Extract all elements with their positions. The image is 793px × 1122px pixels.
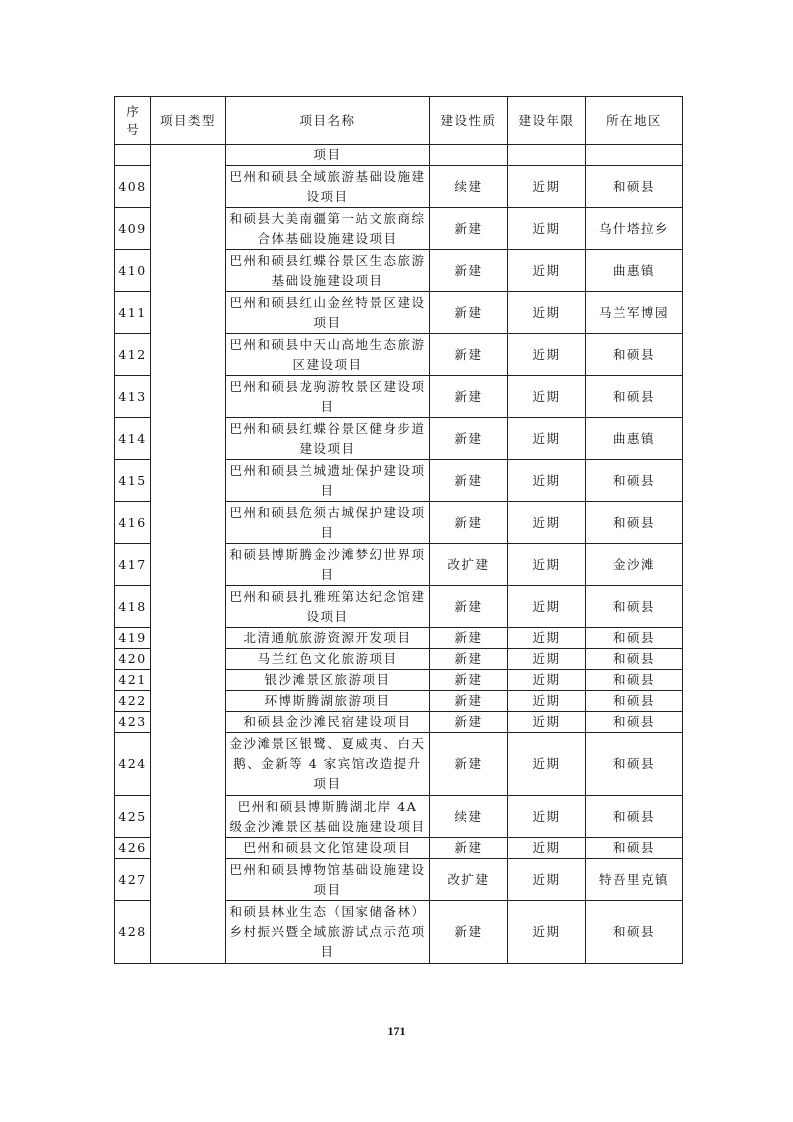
nature-cell: 新建 bbox=[430, 901, 508, 964]
seq-cell: 423 bbox=[115, 712, 151, 733]
seq-cell: 420 bbox=[115, 649, 151, 670]
seq-cell: 412 bbox=[115, 334, 151, 376]
name-cell: 项目 bbox=[226, 145, 430, 166]
name-cell: 和硕县林业生态（国家储备林）乡村振兴暨全域旅游试点示范项目 bbox=[226, 901, 430, 964]
name-cell: 巴州和硕县红蝶谷景区健身步道建设项目 bbox=[226, 418, 430, 460]
seq-cell: 416 bbox=[115, 502, 151, 544]
period-cell: 近期 bbox=[508, 586, 586, 628]
location-cell: 和硕县 bbox=[586, 733, 683, 796]
seq-cell: 408 bbox=[115, 166, 151, 208]
name-cell: 巴州和硕县博斯腾湖北岸 4A 级金沙滩景区基础设施建设项目 bbox=[226, 796, 430, 838]
period-cell: 近期 bbox=[508, 628, 586, 649]
seq-cell: 417 bbox=[115, 544, 151, 586]
nature-cell: 续建 bbox=[430, 796, 508, 838]
nature-cell: 新建 bbox=[430, 733, 508, 796]
header-period: 建设年限 bbox=[508, 97, 586, 145]
period-cell: 近期 bbox=[508, 901, 586, 964]
location-cell: 金沙滩 bbox=[586, 544, 683, 586]
seq-cell bbox=[115, 145, 151, 166]
nature-cell: 新建 bbox=[430, 292, 508, 334]
period-cell: 近期 bbox=[508, 292, 586, 334]
seq-cell: 415 bbox=[115, 460, 151, 502]
header-type: 项目类型 bbox=[151, 97, 226, 145]
location-cell: 和硕县 bbox=[586, 460, 683, 502]
project-table bbox=[114, 96, 683, 964]
name-cell: 银沙滩景区旅游项目 bbox=[226, 670, 430, 691]
name-cell: 北清通航旅游资源开发项目 bbox=[226, 628, 430, 649]
location-cell: 曲惠镇 bbox=[586, 250, 683, 292]
nature-cell: 新建 bbox=[430, 712, 508, 733]
location-cell: 和硕县 bbox=[586, 901, 683, 964]
nature-cell: 新建 bbox=[430, 628, 508, 649]
nature-cell: 新建 bbox=[430, 838, 508, 859]
location-cell: 和硕县 bbox=[586, 166, 683, 208]
nature-cell: 新建 bbox=[430, 460, 508, 502]
name-cell: 巴州和硕县全域旅游基础设施建设项目 bbox=[226, 166, 430, 208]
nature-cell: 新建 bbox=[430, 691, 508, 712]
name-cell: 巴州和硕县危须古城保护建设项目 bbox=[226, 502, 430, 544]
name-cell: 和硕县博斯腾金沙滩梦幻世界项目 bbox=[226, 544, 430, 586]
seq-cell: 418 bbox=[115, 586, 151, 628]
period-cell: 近期 bbox=[508, 166, 586, 208]
name-cell: 巴州和硕县龙驹游牧景区建设项目 bbox=[226, 376, 430, 418]
period-cell: 近期 bbox=[508, 208, 586, 250]
location-cell: 和硕县 bbox=[586, 670, 683, 691]
nature-cell: 新建 bbox=[430, 586, 508, 628]
seq-cell: 410 bbox=[115, 250, 151, 292]
seq-cell: 413 bbox=[115, 376, 151, 418]
nature-cell: 新建 bbox=[430, 418, 508, 460]
location-cell: 和硕县 bbox=[586, 334, 683, 376]
seq-cell: 419 bbox=[115, 628, 151, 649]
location-cell bbox=[586, 145, 683, 166]
nature-cell: 新建 bbox=[430, 502, 508, 544]
period-cell: 近期 bbox=[508, 733, 586, 796]
seq-cell: 426 bbox=[115, 838, 151, 859]
location-cell: 曲惠镇 bbox=[586, 418, 683, 460]
nature-cell: 新建 bbox=[430, 376, 508, 418]
header-seq: 序号 bbox=[115, 97, 151, 145]
name-cell: 环博斯腾湖旅游项目 bbox=[226, 691, 430, 712]
period-cell: 近期 bbox=[508, 334, 586, 376]
nature-cell: 新建 bbox=[430, 649, 508, 670]
seq-cell: 428 bbox=[115, 901, 151, 964]
seq-cell: 409 bbox=[115, 208, 151, 250]
name-cell: 巴州和硕县红蝶谷景区生态旅游基础设施建设项目 bbox=[226, 250, 430, 292]
period-cell: 近期 bbox=[508, 460, 586, 502]
location-cell: 和硕县 bbox=[586, 628, 683, 649]
location-cell: 和硕县 bbox=[586, 649, 683, 670]
location-cell: 和硕县 bbox=[586, 838, 683, 859]
period-cell: 近期 bbox=[508, 859, 586, 901]
nature-cell: 续建 bbox=[430, 166, 508, 208]
period-cell: 近期 bbox=[508, 796, 586, 838]
page-number: 171 bbox=[387, 1024, 406, 1038]
name-cell: 巴州和硕县兰城遗址保护建设项目 bbox=[226, 460, 430, 502]
period-cell: 近期 bbox=[508, 502, 586, 544]
period-cell: 近期 bbox=[508, 712, 586, 733]
location-cell: 和硕县 bbox=[586, 586, 683, 628]
name-cell: 巴州和硕县文化馆建设项目 bbox=[226, 838, 430, 859]
period-cell: 近期 bbox=[508, 544, 586, 586]
period-cell: 近期 bbox=[508, 691, 586, 712]
seq-cell: 427 bbox=[115, 859, 151, 901]
location-cell: 马兰军博园 bbox=[586, 292, 683, 334]
type-cell bbox=[151, 145, 226, 964]
location-cell: 和硕县 bbox=[586, 502, 683, 544]
location-cell: 和硕县 bbox=[586, 376, 683, 418]
location-cell: 特吾里克镇 bbox=[586, 859, 683, 901]
seq-cell: 425 bbox=[115, 796, 151, 838]
nature-cell: 新建 bbox=[430, 334, 508, 376]
header-nature: 建设性质 bbox=[430, 97, 508, 145]
name-cell: 金沙滩景区银鹭、夏威夷、白天鹅、金新等 4 家宾馆改造提升项目 bbox=[226, 733, 430, 796]
location-cell: 和硕县 bbox=[586, 796, 683, 838]
name-cell: 巴州和硕县扎雅班第达纪念馆建设项目 bbox=[226, 586, 430, 628]
header-location: 所在地区 bbox=[586, 97, 683, 145]
nature-cell: 改扩建 bbox=[430, 859, 508, 901]
period-cell: 近期 bbox=[508, 250, 586, 292]
name-cell: 巴州和硕县博物馆基础设施建设项目 bbox=[226, 859, 430, 901]
name-cell: 和硕县大美南疆第一站文旅商综合体基础设施建设项目 bbox=[226, 208, 430, 250]
nature-cell: 新建 bbox=[430, 670, 508, 691]
period-cell: 近期 bbox=[508, 670, 586, 691]
name-cell: 巴州和硕县中天山高地生态旅游区建设项目 bbox=[226, 334, 430, 376]
location-cell: 和硕县 bbox=[586, 691, 683, 712]
name-cell: 马兰红色文化旅游项目 bbox=[226, 649, 430, 670]
continuation-row bbox=[115, 145, 683, 166]
seq-cell: 414 bbox=[115, 418, 151, 460]
period-cell: 近期 bbox=[508, 376, 586, 418]
header-name: 项目名称 bbox=[226, 97, 430, 145]
location-cell: 乌什塔拉乡 bbox=[586, 208, 683, 250]
name-cell: 巴州和硕县红山金丝特景区建设项目 bbox=[226, 292, 430, 334]
seq-cell: 411 bbox=[115, 292, 151, 334]
nature-cell: 新建 bbox=[430, 208, 508, 250]
period-cell: 近期 bbox=[508, 838, 586, 859]
seq-cell: 421 bbox=[115, 670, 151, 691]
seq-cell: 422 bbox=[115, 691, 151, 712]
nature-cell: 改扩建 bbox=[430, 544, 508, 586]
location-cell: 和硕县 bbox=[586, 712, 683, 733]
period-cell: 近期 bbox=[508, 649, 586, 670]
period-cell bbox=[508, 145, 586, 166]
nature-cell: 新建 bbox=[430, 250, 508, 292]
period-cell: 近期 bbox=[508, 418, 586, 460]
nature-cell bbox=[430, 145, 508, 166]
seq-cell: 424 bbox=[115, 733, 151, 796]
header-row bbox=[115, 97, 683, 145]
name-cell: 和硕县金沙滩民宿建设项目 bbox=[226, 712, 430, 733]
